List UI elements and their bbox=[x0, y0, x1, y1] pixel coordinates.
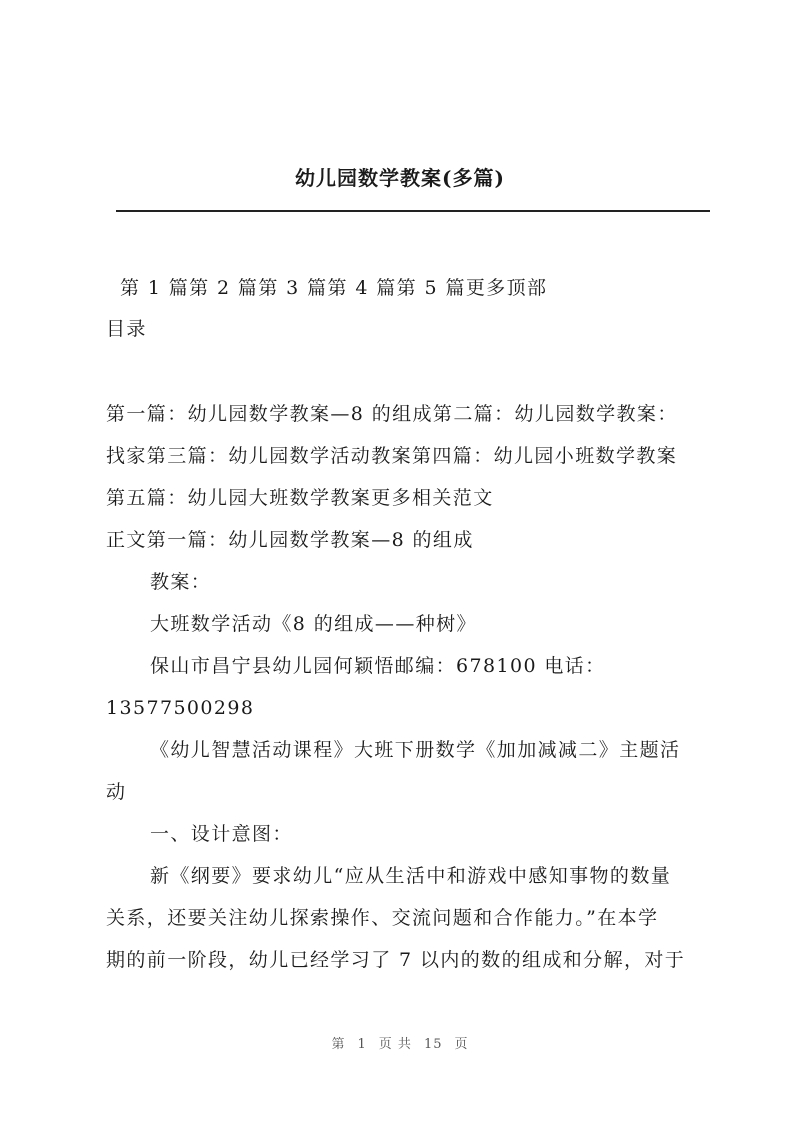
body-line: 保山市昌宁县幼儿园何颖悟邮编：678100 电话： bbox=[150, 655, 606, 677]
document-title: 幼儿园数学教案(多篇) bbox=[295, 166, 505, 190]
toc-line: 找家第三篇：幼儿园数学活动教案第四篇：幼儿园小班数学教案 bbox=[106, 445, 678, 467]
body-line: 新《纲要》要求幼儿“应从生活中和游戏中感知事物的数量 bbox=[150, 865, 672, 887]
body-line: 正文第一篇：幼儿园数学教案—8 的组成 bbox=[106, 529, 474, 551]
title-divider bbox=[116, 210, 710, 212]
toc-line: 第五篇：幼儿园大班数学教案更多相关范文 bbox=[106, 487, 494, 509]
footer-label-page: 第 bbox=[331, 1037, 346, 1052]
body-line: 期的前一阶段，幼儿已经学习了 7 以内的数的组成和分解，对于 bbox=[106, 949, 686, 971]
footer-total-pages: 15 bbox=[423, 1037, 443, 1052]
body-line: 一、设计意图： bbox=[150, 823, 293, 845]
section-nav-links: 第 1 篇第 2 篇第 3 篇第 4 篇第 5 篇更多顶部 bbox=[120, 277, 548, 299]
toc-line: 第一篇：幼儿园数学教案—8 的组成第二篇：幼儿园数学教案： bbox=[106, 403, 678, 425]
footer-current-page: 1 bbox=[357, 1037, 367, 1052]
body-line: 大班数学活动《8 的组成——种树》 bbox=[150, 613, 477, 635]
body-line: 动 bbox=[106, 781, 127, 803]
toc-heading: 目录 bbox=[106, 318, 147, 340]
footer-label-pages: 页 bbox=[454, 1037, 469, 1052]
footer-label-of: 页 共 bbox=[378, 1037, 412, 1052]
body-line: 关系，还要关注幼儿探索操作、交流问题和合作能力。”在本学 bbox=[106, 907, 659, 929]
page-footer bbox=[0, 1033, 800, 1052]
body-line: 教案： bbox=[150, 571, 212, 593]
body-line: 13577500298 bbox=[106, 697, 255, 719]
body-line: 《幼儿智慧活动课程》大班下册数学《加加减减二》主题活 bbox=[150, 739, 681, 761]
